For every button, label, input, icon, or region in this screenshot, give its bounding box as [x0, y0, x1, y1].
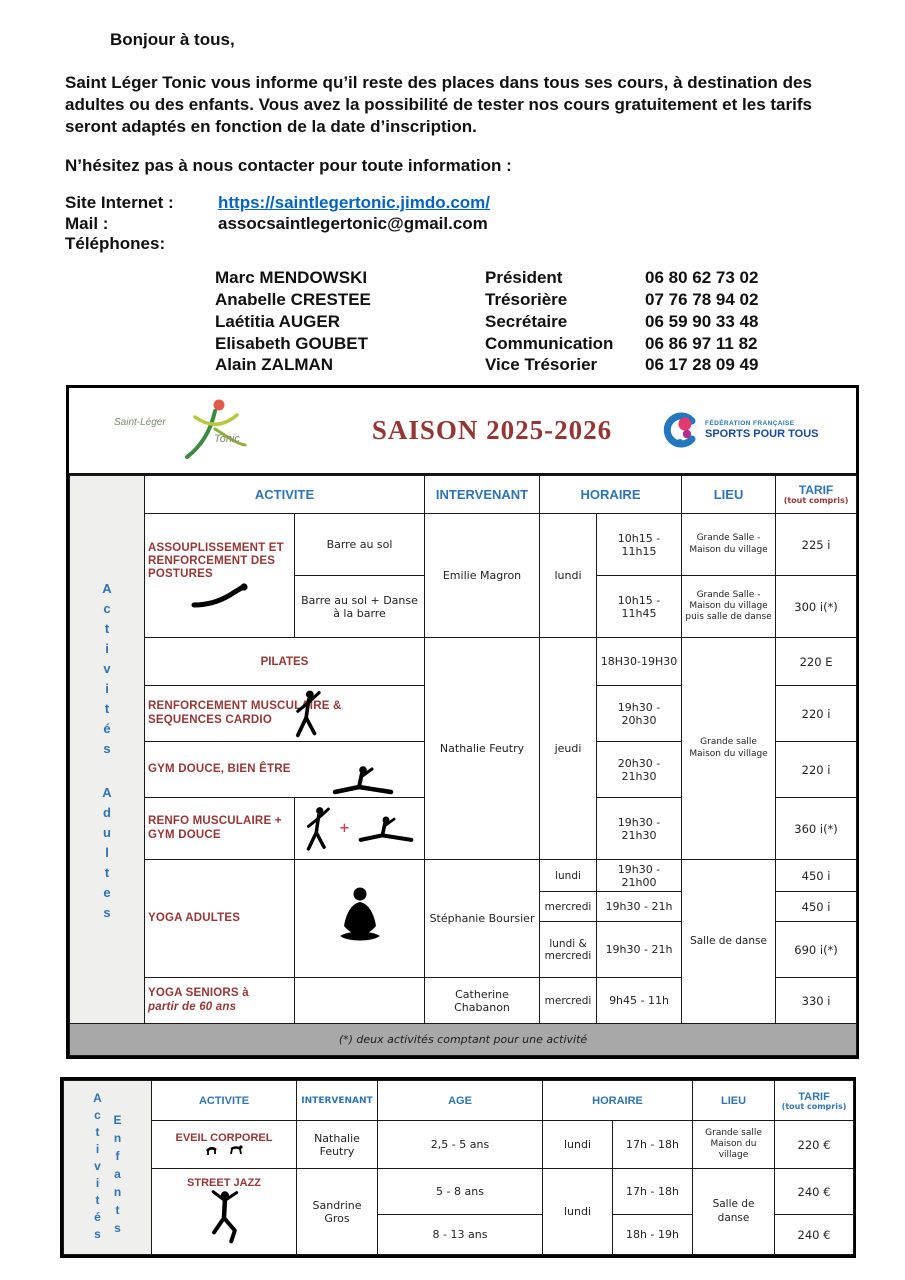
- header-lieu: LIEU: [693, 1081, 775, 1121]
- tarif-cell: 220 i: [776, 742, 857, 798]
- intervenant-cell: Nathalie Feutry: [297, 1121, 378, 1169]
- kids-schedule: [63, 1080, 854, 1255]
- jazz-dancer-icon: [206, 1189, 242, 1245]
- activity-eveil-corporel: EVEIL CORPOREL: [152, 1121, 297, 1169]
- header-intervenant: INTERVENANT: [297, 1081, 378, 1121]
- tarif-cell: 450 i: [776, 892, 857, 922]
- yoga-icon-cell: [295, 860, 425, 978]
- logo-script-text: Saint-Léger: [114, 416, 166, 428]
- time-cell: 19h30 - 21h00: [597, 860, 682, 892]
- activity-variant: Barre au sol: [295, 514, 425, 576]
- contact-number: 06 86 97 11 82: [645, 333, 758, 353]
- header-age: AGE: [378, 1081, 543, 1121]
- time-cell: 10h15 - 11h15: [597, 514, 682, 576]
- tarif-cell: 240 €: [775, 1169, 854, 1215]
- side-label-activites: Activités: [90, 1091, 105, 1244]
- activity-variant: Barre au sol + Danse à la barre: [295, 576, 425, 638]
- day-cell: jeudi: [540, 638, 597, 860]
- contact-name: Marc MENDOWSKI: [215, 268, 368, 288]
- intervenant-cell: Nathalie Feutry: [425, 638, 540, 860]
- lieu-cell: Grande salle Maison du village: [682, 638, 776, 860]
- header-activite: ACTIVITE: [152, 1081, 297, 1121]
- contact-number: 06 59 90 33 48: [645, 311, 759, 331]
- greeting-text: Bonjour à tous,: [110, 30, 235, 49]
- day-cell: mercredi: [540, 978, 597, 1024]
- age-cell: 2,5 - 5 ans: [378, 1121, 543, 1169]
- splits-icon: [332, 764, 394, 796]
- contact-number: 06 17 28 09 49: [645, 355, 759, 375]
- intervenant-cell: Sandrine Gros: [297, 1169, 378, 1255]
- sports-pour-tous-logo: [660, 411, 856, 451]
- contact-block: [65, 193, 905, 254]
- adults-activities-table: [66, 385, 859, 1059]
- age-cell: 5 - 8 ans: [378, 1169, 543, 1215]
- time-cell: 10h15 - 11h45: [597, 576, 682, 638]
- header-horaire: HORAIRE: [540, 476, 682, 514]
- small-animal-icon: [229, 1144, 243, 1156]
- plus-sign: +: [339, 821, 350, 836]
- website-link[interactable]: https://saintlegertonic.jimdo.com/: [218, 193, 491, 213]
- adults-schedule: [69, 475, 857, 1056]
- lieu-cell: Grande Salle - Maison du village puis salle de danse: [682, 576, 776, 638]
- contact-name: Anabelle CRESTEE: [215, 290, 371, 310]
- time-cell: 18h - 19h: [613, 1215, 693, 1255]
- saint-leger-tonic-logo: [69, 391, 324, 471]
- tarif-cell: 450 i: [776, 860, 857, 892]
- renfo-icons-cell: [295, 798, 425, 860]
- tarif-cell: 225 i: [776, 514, 857, 576]
- tarif-cell: 220 €: [775, 1121, 854, 1169]
- contact-role: Président: [485, 268, 563, 288]
- contact-number: 06 80 62 73 02: [645, 268, 759, 288]
- activity-yoga-adultes: YOGA ADULTES: [145, 860, 295, 978]
- day-cell: lundi: [540, 514, 597, 638]
- federation-label: FÉDÉRATION FRANÇAISE: [705, 420, 795, 428]
- lotus-icon: [334, 886, 386, 948]
- lieu-cell: Grande salle Maison du village: [693, 1121, 775, 1169]
- day-cell: lundi: [543, 1169, 613, 1255]
- tarif-cell: 300 i(*): [776, 576, 857, 638]
- activity-street-jazz: STREET JAZZ: [152, 1169, 297, 1255]
- contact-name: Elisabeth GOUBET: [215, 333, 369, 353]
- time-cell: 18H30-19H30: [597, 638, 682, 686]
- side-label-enfants: Enfants: [110, 1112, 125, 1239]
- season-title: SAISON 2025-2026: [371, 415, 613, 445]
- contact-role: Trésorière: [485, 290, 568, 310]
- logo-script-text: Tonic: [214, 432, 240, 445]
- age-cell: 8 - 13 ans: [378, 1215, 543, 1255]
- day-cell: mercredi: [540, 892, 597, 922]
- time-cell: 19h30 - 21h30: [597, 798, 682, 860]
- intervenant-cell: Emilie Magron: [425, 514, 540, 638]
- time-cell: 19h30 - 20h30: [597, 686, 682, 742]
- activity-assouplissement: ASSOUPLISSEMENT ET RENFORCEMENT DES POSTURES: [145, 514, 295, 638]
- time-cell: 19h30 - 21h: [597, 922, 682, 978]
- tarif-cell: 240 €: [775, 1215, 854, 1255]
- kids-activities-table: [60, 1077, 856, 1258]
- contact-name: Laétitia AUGER: [215, 311, 341, 331]
- tarif-cell: 360 i(*): [776, 798, 857, 860]
- contact-role: Vice Trésorier: [485, 355, 598, 375]
- small-animal-icon: [205, 1144, 219, 1156]
- cobra-pose-icon: [190, 583, 250, 609]
- phones-label: Téléphones:: [65, 234, 166, 254]
- side-label-adultes: Adultes: [99, 784, 115, 925]
- contact-role: Secrétaire: [485, 311, 568, 331]
- side-label-activites: Activités: [99, 580, 115, 761]
- tarif-cell: 220 i: [776, 686, 857, 742]
- time-cell: 17h - 18h: [613, 1169, 693, 1215]
- tarif-cell: 690 i(*): [776, 922, 857, 978]
- tarif-cell: 220 E: [776, 638, 857, 686]
- adults-side-strip: [70, 476, 145, 1024]
- empty-cell: [295, 978, 425, 1024]
- federation-name: SPORTS POUR TOUS: [705, 427, 819, 440]
- mail-value: assocsaintlegertonic@gmail.com: [218, 213, 488, 233]
- day-cell: lundi: [543, 1121, 613, 1169]
- site-label: Site Internet :: [65, 193, 174, 213]
- mail-label: Mail :: [65, 213, 109, 233]
- dancer-icon: [305, 805, 331, 853]
- intervenant-cell: Catherine Chabanon: [425, 978, 540, 1024]
- footnote-band: (*) deux activités comptant pour une activité: [70, 1024, 857, 1056]
- intro-paragraph: Saint Léger Tonic vous informe qu’il reste des places dans tous ses cours, à destination des adultes ou des enfants. Vous avez la possibilité de tester nos cours gratuitement et les tarifs seront adaptés en fonction de la date d’inscription.: [65, 73, 812, 136]
- kids-side-strip: [64, 1081, 152, 1255]
- time-cell: 19h30 - 21h: [597, 892, 682, 922]
- table-banner: [69, 388, 856, 475]
- lieu-cell: Grande Salle - Maison du village: [682, 514, 776, 576]
- header-intervenant: INTERVENANT: [425, 476, 540, 514]
- activity-renfo: RENFO MUSCULAIRE + GYM DOUCE: [145, 798, 295, 860]
- splits-icon: [358, 815, 414, 843]
- activity-pilates: PILATES: [145, 638, 425, 686]
- header-lieu: LIEU: [682, 476, 776, 514]
- header-activite: ACTIVITE: [145, 476, 425, 514]
- day-cell: lundi: [540, 860, 597, 892]
- time-cell: 17h - 18h: [613, 1121, 693, 1169]
- contact-invite-line: N’hésitez pas à nous contacter pour toute information :: [65, 156, 512, 176]
- activity-gym-douce: GYM DOUCE, BIEN ÊTRE: [145, 742, 425, 798]
- contact-role: Communication: [485, 333, 614, 353]
- day-cell: lundi & mercredi: [540, 922, 597, 978]
- intervenant-cell: Stéphanie Boursier: [425, 860, 540, 978]
- time-cell: 9h45 - 11h: [597, 978, 682, 1024]
- lieu-cell: Salle de danse: [682, 860, 776, 1024]
- header-tarif: TARIF (tout compris): [776, 476, 857, 514]
- time-cell: 20h30 - 21h30: [597, 742, 682, 798]
- contact-number: 07 76 78 94 02: [645, 290, 759, 310]
- sports-pour-tous-icon: [660, 411, 700, 451]
- lieu-cell: Salle de danse: [693, 1169, 775, 1255]
- header-horaire: HORAIRE: [543, 1081, 693, 1121]
- activity-cardio: RENFORCEMENT MUSCULAIRE & SEQUENCES CARDIO: [145, 686, 425, 742]
- contact-name: Alain ZALMAN: [215, 355, 334, 375]
- header-tarif: TARIF (tout compris): [775, 1081, 854, 1121]
- activity-yoga-seniors: YOGA SENIORS à partir de 60 ans: [145, 978, 295, 1024]
- phone-list: [215, 268, 905, 376]
- tarif-cell: 330 i: [776, 978, 857, 1024]
